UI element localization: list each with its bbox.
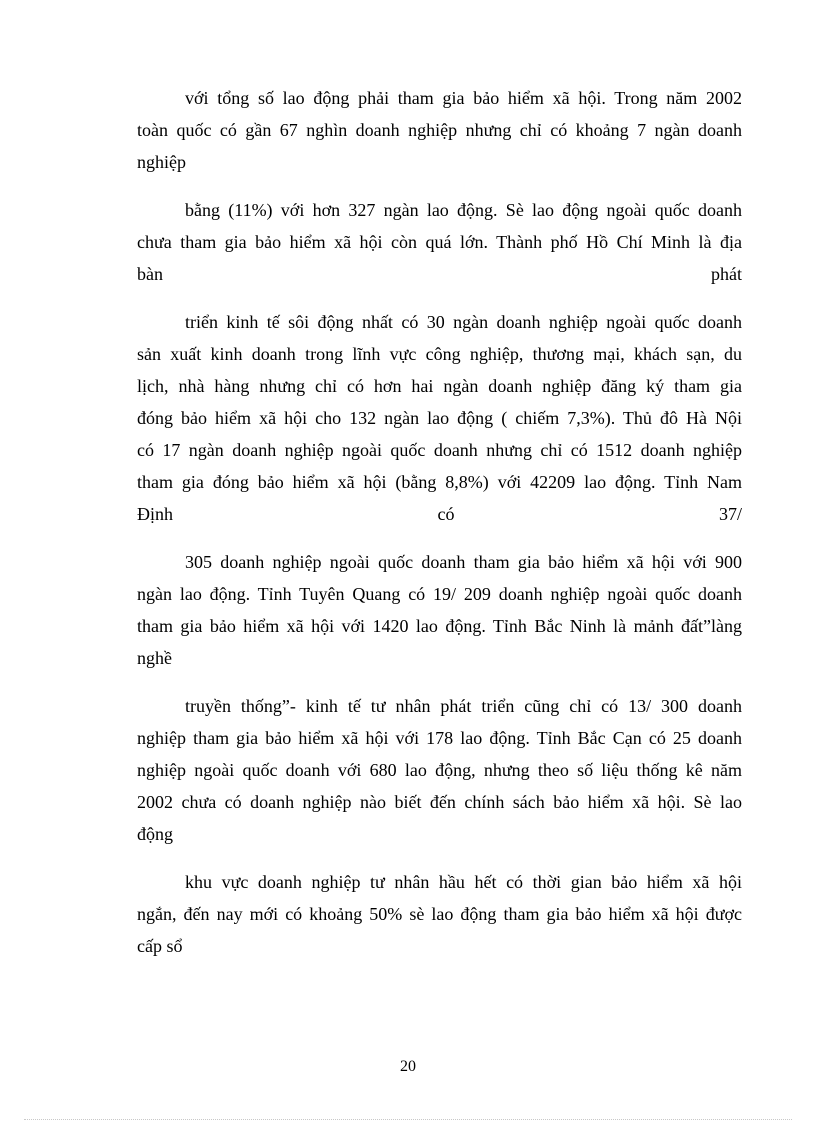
text-line: nghiệp tham gia bảo hiểm xã hội với 178 lao động. Tỉnh Bắc Cạn có 25 doanh (137, 728, 742, 748)
page-number: 20 (400, 1058, 416, 1075)
text-line: chưa tham gia bảo hiểm xã hội còn quá lớn. Thành phố Hồ Chí Minh là địa (137, 232, 742, 252)
text-line: toàn quốc có gần 67 nghìn doanh nghiệp nhưng chỉ có khoảng 7 ngàn doanh (137, 120, 742, 140)
text-line: đóng bảo hiểm xã hội cho 132 ngàn lao động ( chiếm 7,3%). Thủ đô Hà Nội (137, 408, 742, 428)
text-line: ngắn, đến nay mới có khoảng 50% sè lao động tham gia bảo hiểm xã hội được (137, 904, 742, 924)
text-line: tham gia đóng bảo hiểm xã hội (bằng 8,8%) với 42209 lao động. Tỉnh Nam (137, 472, 742, 492)
paragraph (137, 866, 742, 962)
text-line: nghiệp ngoài quốc doanh với 680 lao động, nhưng theo số liệu thống kê năm (137, 760, 742, 780)
body-text (137, 82, 742, 978)
text-line: nghiệp (137, 152, 186, 172)
text-line: bằng (11%) với hơn 327 ngàn lao động. Sè lao động ngoài quốc doanh (185, 200, 742, 220)
text-line: 305 doanh nghiệp ngoài quốc doanh tham gia bảo hiểm xã hội với 900 (185, 552, 742, 572)
text-line: Định có 37/ (137, 504, 742, 524)
text-line: ngàn lao động. Tỉnh Tuyên Quang có 19/ 209 doanh nghiệp ngoài quốc doanh (137, 584, 742, 604)
text-line: truyền thống”- kinh tế tư nhân phát triển cũng chỉ có 13/ 300 doanh (185, 696, 742, 716)
text-line: tham gia bảo hiểm xã hội với 1420 lao động. Tỉnh Bắc Ninh là mảnh đất”làng (137, 616, 742, 636)
text-line: 2002 chưa có doanh nghiệp nào biết đến chính sách bảo hiểm xã hội. Sè lao (137, 792, 742, 812)
text-line: cấp sổ (137, 936, 183, 956)
text-line: với tổng số lao động phải tham gia bảo hiểm xã hội. Trong năm 2002 (185, 88, 742, 108)
text-line: sản xuất kinh doanh trong lĩnh vực công nghiệp, thương mại, khách sạn, du (137, 344, 742, 364)
text-line: có 17 ngàn doanh nghiệp ngoài quốc doanh nhưng chỉ có 1512 doanh nghiệp (137, 440, 742, 460)
paragraph (137, 546, 742, 674)
paragraph (137, 690, 742, 850)
text-line: lịch, nhà hàng nhưng chỉ có hơn hai ngàn doanh nghiệp đăng ký tham gia (137, 376, 742, 396)
text-line: khu vực doanh nghiệp tư nhân hầu hết có thời gian bảo hiểm xã hội (185, 872, 742, 892)
text-line: triển kinh tế sôi động nhất có 30 ngàn doanh nghiệp ngoài quốc doanh (185, 312, 742, 332)
paragraph (137, 82, 742, 178)
page-bottom-divider (24, 1119, 792, 1120)
text-line: nghề (137, 648, 172, 668)
text-line: động (137, 824, 173, 844)
paragraph (137, 306, 742, 530)
paragraph (137, 194, 742, 290)
text-line: bàn phát (137, 264, 742, 284)
